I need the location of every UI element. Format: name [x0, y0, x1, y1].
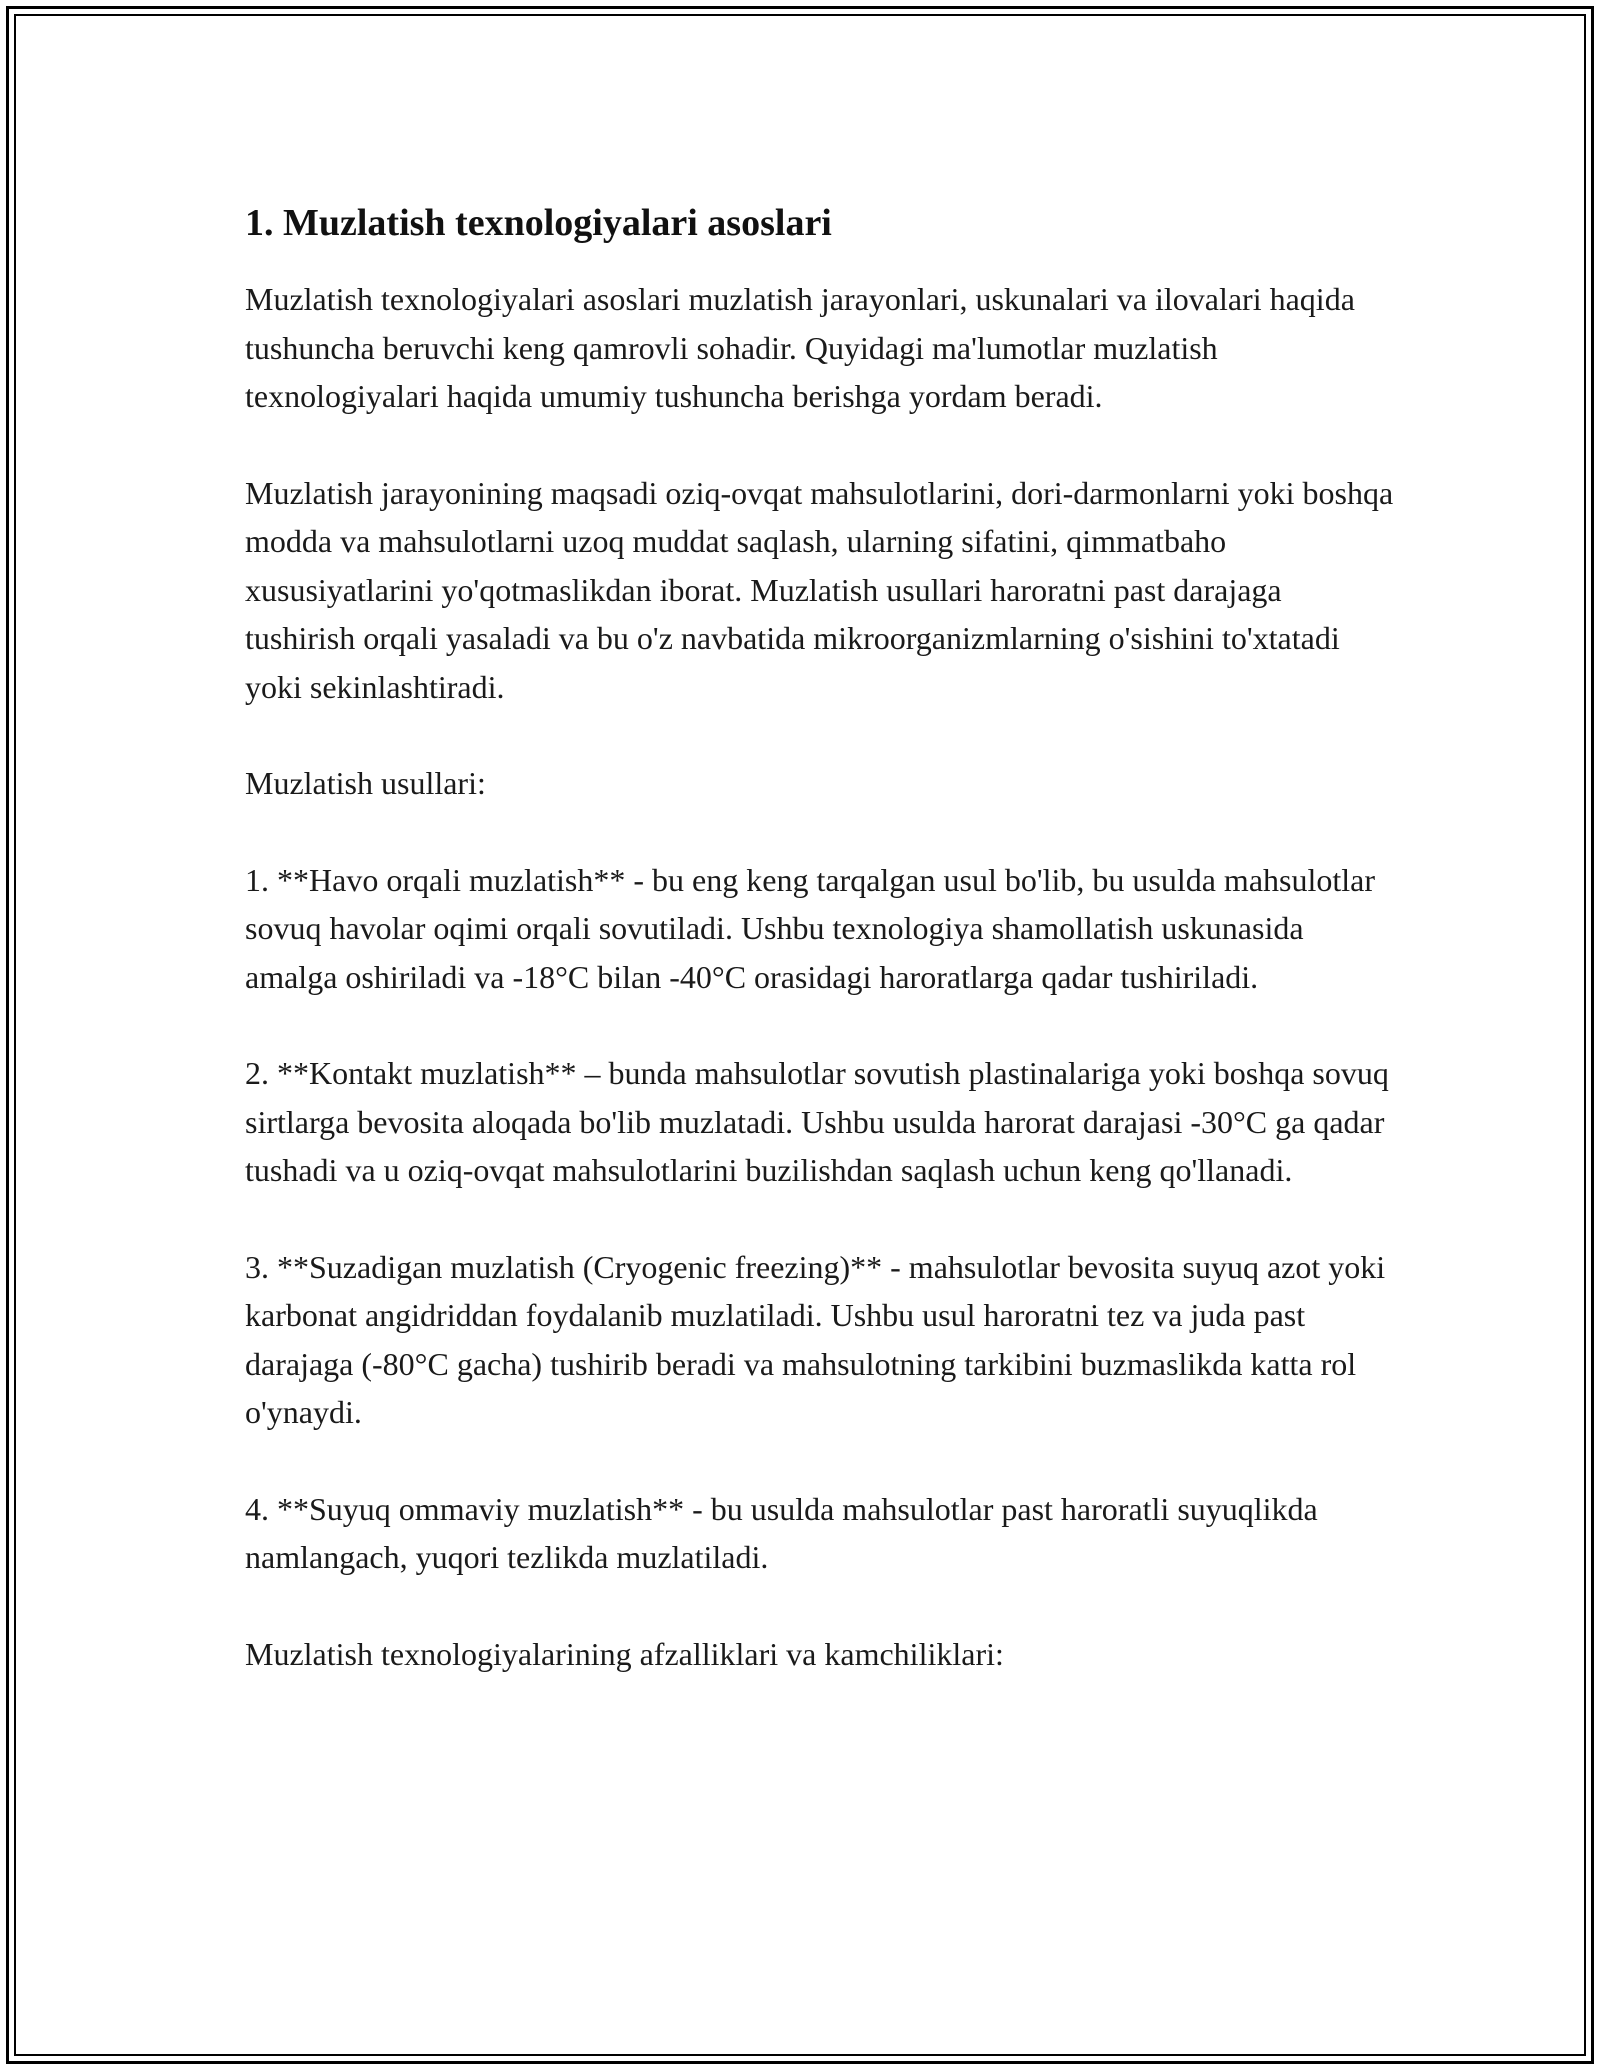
pros-cons-heading: Muzlatish texnologiyalarining afzalliklari va kamchiliklari: — [245, 1635, 1004, 1672]
method-item-cryogenic: 3. **Suzadigan muzlatish (Cryogenic freezing)** - mahsulotlar bevosita suyuq azot yoki karbonat angidriddan foydalanib muzlatiladi. Ushbu usul haroratni tez va juda past darajaga (-80°C gacha) tushirib beradi va mahsulotning tarkibini buzmaslikda katta rol o'ynaydi. — [245, 1248, 1386, 1430]
page-frame — [6, 6, 1594, 2064]
methods-heading: Muzlatish usullari: — [245, 765, 486, 801]
method-item-liquid: 4. **Suyuq ommaviy muzlatish** - bu usulda mahsulotlar past haroratli suyuqlikda namlangach, yuqori tezlikda muzlatiladi. — [245, 1490, 1318, 1575]
document-body — [245, 197, 1395, 1726]
method-item-air: 1. **Havo orqali muzlatish** - bu eng keng tarqalgan usul bo'lib, bu usulda mahsulotlar sovuq havolar oqimi orqali sovutiladi. Ushbu texnologiya shamollatish uskunasida amalga oshiriladi va -18°C bilan -40°C orasidagi haroratlarga qadar tushiriladi. — [245, 861, 1375, 995]
method-item-contact: 2. **Kontakt muzlatish** – bunda mahsulotlar sovutish plastinalariga yoki boshqa sovuq sirtlarga bevosita aloqada bo'lib muzlatadi. Ushbu usulda harorat darajasi -30°C ga qadar tushadi va u oziq-ovqat mahsulotlarini buzilishdan saqlash uchun keng qo'llanadi. — [245, 1055, 1389, 1188]
intro-paragraph: Muzlatish texnologiyalari asoslari muzlatish jarayonlari, uskunalari va ilovalari haqida tushuncha beruvchi keng qamrovli sohadir. Quyidagi ma'lumotlar muzlatish texnologiyalari haqida umumiy tushuncha berishga yordam beradi. — [245, 281, 1355, 414]
document-title: 1. Muzlatish texnologiyalari asoslari — [245, 202, 832, 244]
purpose-paragraph: Muzlatish jarayonining maqsadi oziq-ovqat mahsulotlarini, dori-darmonlarni yoki boshqa modda va mahsulotlarni uzoq muddat saqlash, ularning sifatini, qimmatbaho xususiyatlarini yo'qotmaslikdan iborat. Muzlatish usullari haroratni past darajaga tushirish orqali yasaladi va bu o'z navbatida mikroorganizmlarning o'sishini to'xtatadi yoki sekinlashtiradi. — [245, 474, 1394, 705]
